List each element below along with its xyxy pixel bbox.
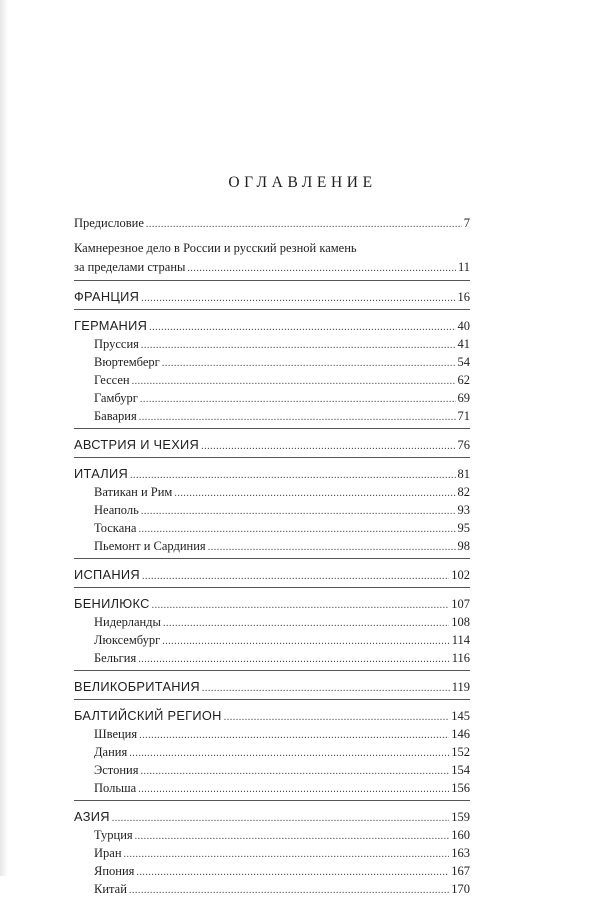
toc-subentry (74, 880, 470, 898)
toc-section-label: ФРАНЦИЯ (74, 289, 140, 304)
dot-leader (129, 882, 449, 900)
section-divider (74, 457, 470, 458)
dot-leader (141, 503, 456, 521)
toc-subentry (74, 779, 470, 797)
toc-page-number: 76 (457, 438, 470, 452)
toc-subentry-label: Вюртемберг (94, 355, 160, 369)
toc-subentry (74, 613, 470, 631)
toc-subentry (74, 725, 470, 743)
toc-page-number: 108 (451, 615, 470, 629)
toc-entry-intro (74, 258, 470, 277)
toc-subentry (74, 761, 470, 779)
dot-leader (149, 318, 455, 337)
dot-leader (162, 633, 449, 651)
section-divider (74, 558, 470, 559)
toc-page-number: 114 (451, 633, 470, 647)
toc-page-number: 116 (451, 651, 470, 665)
toc-subentry-label: Ватикан и Рим (94, 485, 173, 499)
toc-page-number: 62 (457, 373, 470, 387)
toc-section-label: АВСТРИЯ И ЧЕХИЯ (74, 437, 200, 452)
dot-leader (208, 539, 456, 557)
toc-page-number: 40 (457, 319, 470, 333)
toc-section (74, 677, 470, 696)
toc-subentry (74, 335, 470, 353)
toc-entry-preface (74, 214, 470, 233)
toc-entry-intro-line1: Камнерезное дело в России и русский резной камень (74, 241, 357, 255)
toc-subentry (74, 844, 470, 862)
toc-subentry-label: Пьемонт и Сардиния (94, 539, 206, 553)
dot-leader (130, 466, 455, 485)
toc-section-label: БЕНИЛЮКС (74, 596, 150, 611)
dot-leader (162, 355, 456, 373)
dot-leader (132, 373, 456, 391)
toc-subentry (74, 483, 470, 501)
toc-subentry-label: Польша (94, 781, 137, 795)
section-divider (74, 280, 470, 281)
toc-page-number: 71 (457, 409, 470, 423)
dot-leader (139, 409, 456, 427)
section-divider (74, 428, 470, 429)
page-title: ОГЛАВЛЕНИЕ (228, 174, 377, 191)
section-divider (74, 800, 470, 801)
toc-page-number: 107 (451, 597, 470, 611)
toc-subentry-label: Тоскана (94, 521, 137, 535)
dot-leader (224, 708, 450, 727)
toc-subentry-label: Гессен (94, 373, 130, 387)
toc-section (74, 565, 470, 584)
toc-subentry-label: Эстония (94, 763, 139, 777)
toc-page-number: 154 (451, 763, 470, 777)
toc-page-number: 167 (451, 864, 470, 878)
section-divider (74, 587, 470, 588)
toc-section-label: ВЕЛИКОБРИТАНИЯ (74, 679, 200, 694)
toc-section (74, 594, 470, 613)
toc-subentry-label: Китай (94, 882, 127, 896)
toc-subentry (74, 389, 470, 407)
table-of-contents (74, 214, 470, 898)
toc-entry-label: за пределами страны (74, 260, 186, 274)
toc-subentry (74, 743, 470, 761)
toc-page-number: 16 (457, 290, 470, 304)
toc-section (74, 464, 470, 483)
toc-page-number: 95 (457, 521, 470, 535)
toc-page-number: 119 (451, 680, 470, 694)
toc-subentry-label: Иран (94, 846, 122, 860)
toc-page-number: 160 (451, 828, 470, 842)
dot-leader (141, 337, 456, 355)
dot-leader (202, 679, 450, 698)
dot-leader (142, 567, 449, 586)
toc-subentry (74, 862, 470, 880)
toc-subentry-label: Гамбург (94, 391, 138, 405)
dot-leader (124, 846, 450, 864)
toc-subentry-label: Люксембург (94, 633, 161, 647)
toc-section-label: БАЛТИЙСКИЙ РЕГИОН (74, 708, 222, 723)
toc-page-number: 69 (457, 391, 470, 405)
dot-leader (163, 615, 449, 633)
toc-subentry (74, 407, 470, 425)
toc-page-number: 7 (463, 216, 470, 230)
toc-section (74, 316, 470, 335)
dot-leader (140, 391, 456, 409)
toc-section (74, 706, 470, 725)
toc-page-number: 41 (457, 337, 470, 351)
toc-subentry-label: Бельгия (94, 651, 137, 665)
dot-leader (139, 727, 449, 745)
toc-section-label: АЗИЯ (74, 809, 110, 824)
toc-entry-label: Предисловие (74, 216, 144, 230)
toc-page-number: 145 (451, 709, 470, 723)
dot-leader (152, 596, 450, 615)
toc-page-number: 156 (451, 781, 470, 795)
toc-section-label: ИСПАНИЯ (74, 567, 140, 582)
dot-leader (135, 828, 450, 846)
toc-subentry (74, 631, 470, 649)
dot-leader (174, 485, 455, 503)
toc-subentry (74, 826, 470, 844)
toc-page-number: 159 (451, 810, 470, 824)
toc-page-number: 93 (457, 503, 470, 517)
toc-subentry (74, 519, 470, 537)
toc-page-number: 102 (451, 568, 470, 582)
dot-leader (146, 215, 462, 234)
toc-subentry (74, 371, 470, 389)
toc-subentry-label: Швеция (94, 727, 138, 741)
toc-section-label: ИТАЛИЯ (74, 466, 129, 481)
toc-subentry-label: Дания (94, 745, 128, 759)
toc-page-number: 98 (457, 539, 470, 553)
page-edge-shadow (0, 0, 8, 876)
toc-subentry-label: Турция (94, 828, 133, 842)
toc-subentry-label: Пруссия (94, 337, 139, 351)
toc-sections (74, 280, 470, 898)
toc-subentry-label: Неаполь (94, 503, 139, 517)
toc-subentry-label: Япония (94, 864, 135, 878)
dot-leader (201, 437, 455, 456)
dot-leader (140, 763, 449, 781)
toc-subentry-label: Нидерланды (94, 615, 161, 629)
dot-leader (112, 809, 449, 828)
toc-section (74, 435, 470, 454)
toc-page-number: 11 (457, 260, 470, 274)
toc-page-number: 81 (457, 467, 470, 481)
dot-leader (138, 781, 449, 799)
dot-leader (141, 289, 455, 308)
toc-page-number: 54 (457, 355, 470, 369)
section-divider (74, 699, 470, 700)
toc-section (74, 287, 470, 306)
toc-subentry (74, 649, 470, 667)
toc-subentry (74, 353, 470, 371)
toc-section-label: ГЕРМАНИЯ (74, 318, 148, 333)
toc-subentry (74, 501, 470, 519)
toc-page-number: 163 (451, 846, 470, 860)
toc-subentry (74, 537, 470, 555)
dot-leader (138, 651, 449, 669)
dot-leader (187, 259, 456, 278)
toc-subentry-label: Бавария (94, 409, 137, 423)
dot-leader (136, 864, 449, 882)
section-divider (74, 670, 470, 671)
toc-page-number: 146 (451, 727, 470, 741)
toc-section (74, 807, 470, 826)
toc-page-number: 170 (451, 882, 470, 896)
dot-leader (129, 745, 449, 763)
toc-page-number: 82 (457, 485, 470, 499)
toc-page-number: 152 (451, 745, 470, 759)
section-divider (74, 309, 470, 310)
